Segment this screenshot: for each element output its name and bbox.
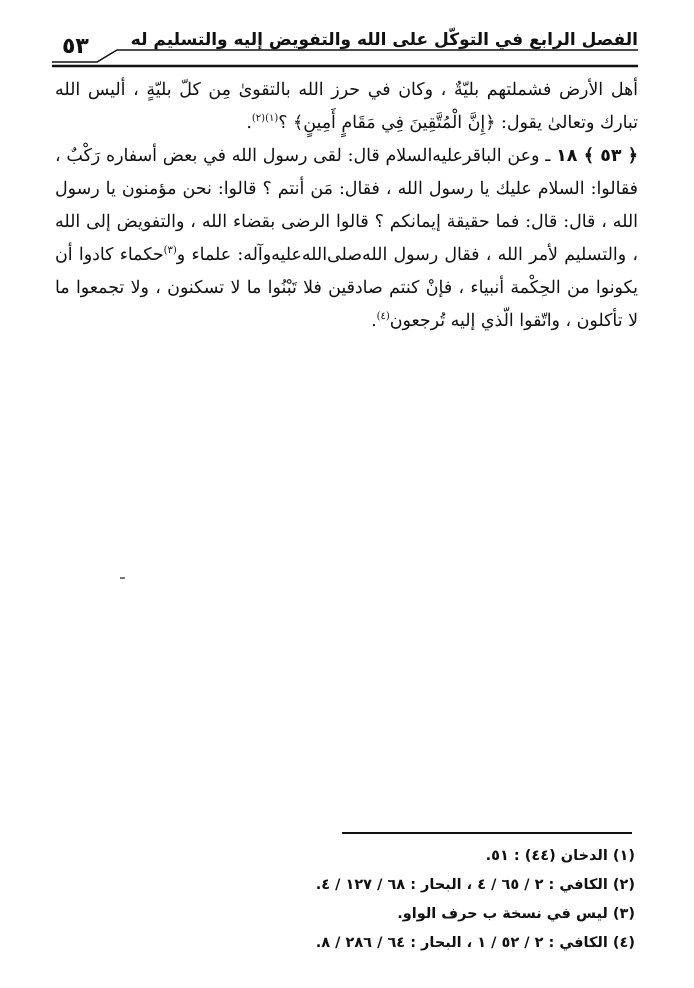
- hadith-number: ﴿ ٥٣ ﴾ ١٨: [556, 146, 638, 166]
- paragraph-1: أهل الأرض فشملتهم بليّةٌ ، وكان في حرز الله بالتقوىٰ مِن كلّ بليّةٍ ، أليس الله تبارك وتعالىٰ يقول: ﴿إِنَّ الْمُتَّقِينَ فِي مَقَامٍ أَمِينٍ﴾ ؟$^{(١)(٢)}$.: [55, 80, 638, 133]
- main-text: [55, 74, 638, 338]
- page-number: ٥٣: [62, 34, 89, 59]
- footnote-1: (١) الدخان (٤٤) : ٥١.: [485, 848, 635, 864]
- footnote-separator: [342, 832, 632, 834]
- paragraph-2-end: .: [371, 311, 377, 331]
- paragraph-1-text: أهل الأرض فشملتهم بليّةٌ ، وكان في حرز الله بالتقوىٰ مِن كلّ بليّةٍ ، أليس الله تبارك وتعالىٰ يقول: ﴿إِنَّ الْمُتَّقِينَ فِي مَقَامٍ أَمِينٍ﴾ ؟: [55, 80, 638, 133]
- paragraph-2: [55, 140, 638, 338]
- stray-mark: [120, 577, 125, 579]
- paragraph-2-text-b: حكماء كادوا أن يكونوا من الحِكْمة أنبياء ، فإنْ كنتم صادقين فلا تَبْنُوا ما لا تسكنون ، ولا تجمعوا ما لا تأكلون ، واتّقوا الّذي إليه تُرجعون: [55, 245, 638, 331]
- footnote-3: (٣) ليس في نسخة ب حرف الواو.: [397, 906, 635, 922]
- chapter-title: الفصل الرابع في التوكّل على الله والتفويض إليه والتسليم له: [130, 30, 638, 50]
- paragraph-2-text-a: ـ وعن الباقر‌عليه‌السلام قال: لقى رسول الله في بعض أسفاره رَكْبٌ ، فقالوا: السلام عليك يا رسول الله ، فقال: مَن أنتم ؟ قالوا: نحن مؤمنون يا رسول الله ، قال: قال: فما حقيقة إيمانكم ؟ قالوا الرضى بقضاء الله ، والتفويض إلى الله ، والتسليم لأمر الله ، فقال رسول الله‌صلى‌الله‌عليه‌وآله: علماء و: [55, 146, 638, 265]
- footnote-ref-1-2: (١)(٢): [251, 113, 279, 125]
- footnote-ref-4: (٤): [376, 311, 390, 323]
- footnote-2: (٢) الكافي : ٢ / ٦٥ / ٤ ، البحار : ٦٨ / ١٢٧ / ٤.: [315, 877, 635, 893]
- footnote-4: (٤) الكافي : ٢ / ٥٢ / ١ ، البحار : ٦٤ / ٢٨٦ / ٨.: [315, 935, 635, 951]
- footnote-ref-3: (٣): [163, 245, 177, 257]
- footnotes: [200, 842, 635, 958]
- page-header: [52, 22, 638, 68]
